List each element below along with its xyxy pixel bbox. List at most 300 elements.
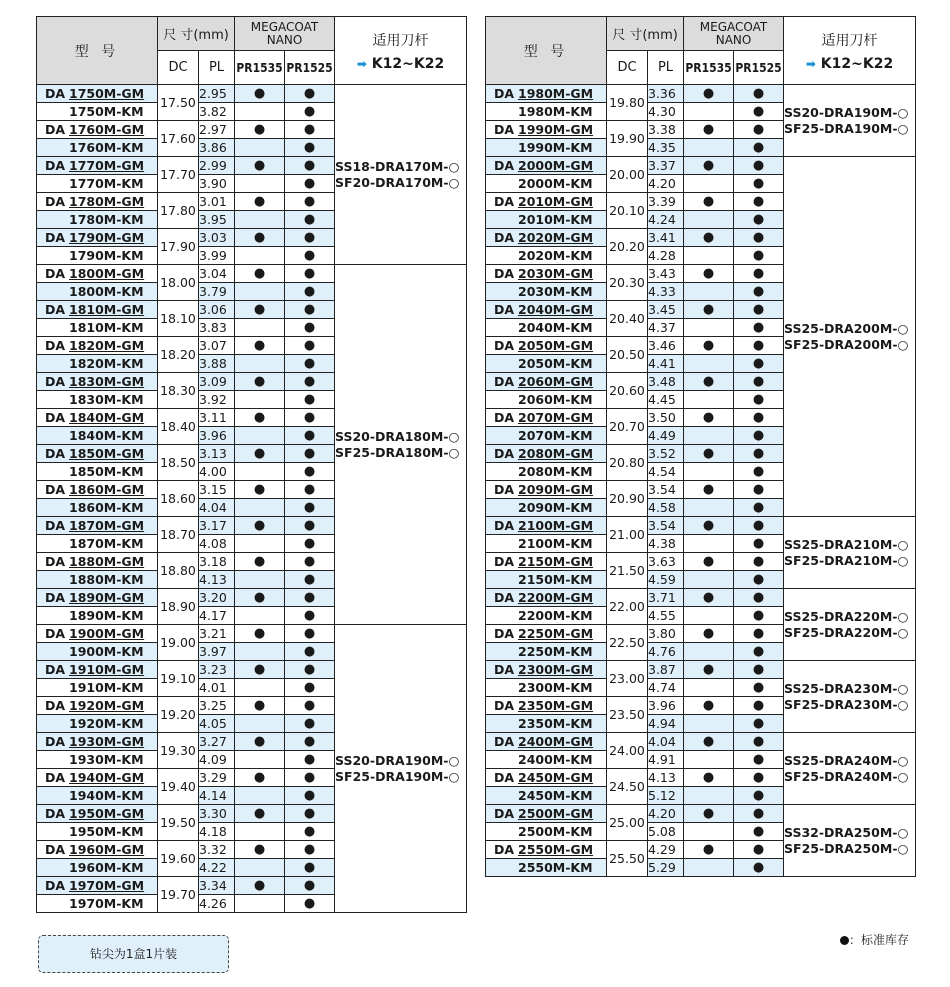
stock-mark-pr1525: ● [285, 139, 335, 157]
model-cell [486, 229, 607, 247]
model-cell [37, 607, 158, 625]
model-code: 1830M-GM [69, 373, 145, 389]
model-cell [486, 103, 607, 121]
stock-mark-pr1535: ● [235, 589, 285, 607]
stock-mark-pr1535-empty [684, 103, 734, 121]
pl-value: 3.54 [648, 481, 684, 499]
stock-mark-pr1535-empty [684, 787, 734, 805]
pl-value: 3.36 [648, 85, 684, 103]
model-prefix: DA [44, 301, 65, 317]
dc-value: 20.90 [607, 481, 648, 517]
model-code: 1930M-GM [69, 733, 145, 749]
stock-mark-pr1535-empty [684, 283, 734, 301]
stock-mark-pr1525: ● [734, 319, 784, 337]
dc-value: 20.00 [607, 157, 648, 193]
model-code: 2450M-GM [518, 769, 594, 785]
holder-cell [335, 265, 467, 625]
stock-mark-pr1535-empty [235, 319, 285, 337]
stock-mark-pr1535: ● [684, 337, 734, 355]
model-cell [486, 643, 607, 661]
model-code: 1830M-KM [69, 391, 144, 407]
pl-value: 3.52 [648, 445, 684, 463]
stock-mark-pr1525: ● [734, 265, 784, 283]
model-cell [37, 283, 158, 301]
stock-mark-pr1525: ● [734, 643, 784, 661]
model-code: 2070M-KM [518, 427, 593, 443]
stock-mark-pr1535-empty [235, 247, 285, 265]
pl-value: 3.37 [648, 157, 684, 175]
stock-mark-pr1535-empty [235, 607, 285, 625]
stock-mark-pr1535: ● [684, 373, 734, 391]
pl-value: 3.71 [648, 589, 684, 607]
pl-value: 3.25 [199, 697, 235, 715]
stock-mark-pr1525: ● [734, 697, 784, 715]
model-code: 2010M-KM [518, 211, 593, 227]
dc-value: 21.00 [607, 517, 648, 553]
model-cell [486, 391, 607, 409]
stock-mark-pr1525: ● [285, 787, 335, 805]
stock-mark-pr1535-empty [684, 211, 734, 229]
dc-value: 24.50 [607, 769, 648, 805]
stock-mark-pr1535-empty [684, 355, 734, 373]
model-cell [37, 751, 158, 769]
pl-value: 3.38 [648, 121, 684, 139]
stock-mark-pr1525: ● [285, 301, 335, 319]
stock-mark-pr1535-empty [684, 319, 734, 337]
model-code: 2500M-KM [518, 823, 593, 839]
model-code: 1810M-GM [69, 301, 145, 317]
stock-mark-pr1535-empty [235, 535, 285, 553]
header-pl: PL [648, 51, 684, 85]
model-code: 2400M-KM [518, 751, 593, 767]
pl-value: 3.06 [199, 301, 235, 319]
stock-mark-pr1525: ● [734, 607, 784, 625]
model-cell [37, 625, 158, 643]
dc-value: 21.50 [607, 553, 648, 589]
model-cell [37, 715, 158, 733]
dc-value: 17.80 [158, 193, 199, 229]
model-code: 1840M-GM [69, 409, 145, 425]
pl-value: 4.14 [199, 787, 235, 805]
model-cell [37, 103, 158, 121]
model-prefix: DA [493, 697, 514, 713]
model-code: 1930M-KM [69, 751, 144, 767]
model-prefix: DA [493, 481, 514, 497]
pl-value: 3.50 [648, 409, 684, 427]
stock-mark-pr1525: ● [285, 607, 335, 625]
model-code: 2060M-KM [518, 391, 593, 407]
dc-value: 17.60 [158, 121, 199, 157]
pl-value: 4.20 [648, 805, 684, 823]
holder-name: SS25-DRA230M-○ [784, 680, 909, 696]
stock-mark-pr1535-empty [684, 463, 734, 481]
stock-mark-pr1525: ● [734, 535, 784, 553]
model-cell [486, 607, 607, 625]
header-holder: 适用刀杆 ➡ K12~K22 [784, 17, 916, 85]
holder-cell [784, 589, 916, 661]
dc-value: 18.50 [158, 445, 199, 481]
stock-mark-pr1535: ● [235, 229, 285, 247]
stock-mark-pr1525: ● [734, 103, 784, 121]
model-code: 1890M-GM [69, 589, 145, 605]
model-prefix: DA [493, 517, 514, 533]
holder-cell [335, 625, 467, 913]
header-holder: 适用刀杆 ➡ K12~K22 [335, 17, 467, 85]
model-code: 1770M-KM [69, 175, 144, 191]
holder-name: SS18-DRA170M-○ [335, 158, 460, 174]
header-grade-pr1535: PR1535 [235, 51, 285, 85]
model-cell [37, 517, 158, 535]
dc-value: 19.80 [607, 85, 648, 121]
dc-value: 24.00 [607, 733, 648, 769]
stock-mark-pr1525: ● [285, 319, 335, 337]
pl-value: 4.59 [648, 571, 684, 589]
pl-value: 4.29 [648, 841, 684, 859]
model-prefix: DA [493, 121, 514, 137]
pl-value: 4.04 [648, 733, 684, 751]
model-prefix: DA [44, 157, 65, 173]
pl-value: 4.45 [648, 391, 684, 409]
stock-mark-pr1535-empty [235, 571, 285, 589]
stock-dot-icon [840, 936, 849, 945]
model-prefix: DA [44, 85, 65, 101]
model-cell [486, 211, 607, 229]
pl-value: 3.29 [199, 769, 235, 787]
stock-mark-pr1535: ● [235, 265, 285, 283]
pl-value: 4.94 [648, 715, 684, 733]
stock-mark-pr1525: ● [734, 751, 784, 769]
model-prefix: DA [493, 301, 514, 317]
model-cell [37, 787, 158, 805]
model-cell [486, 85, 607, 103]
model-code: 2090M-KM [518, 499, 593, 515]
header-dc: DC [158, 51, 199, 85]
pl-value: 3.23 [199, 661, 235, 679]
model-cell [37, 661, 158, 679]
pl-value: 4.01 [199, 679, 235, 697]
pl-value: 4.54 [648, 463, 684, 481]
model-code: 1870M-GM [69, 517, 145, 533]
model-cell [37, 553, 158, 571]
holder-cell [784, 733, 916, 805]
stock-mark-pr1525: ● [285, 445, 335, 463]
table-row [486, 805, 916, 823]
stock-mark-pr1535: ● [235, 805, 285, 823]
pl-value: 4.41 [648, 355, 684, 373]
stock-mark-pr1525: ● [285, 391, 335, 409]
model-code: 2450M-KM [518, 787, 593, 803]
model-cell [486, 769, 607, 787]
dc-value: 19.90 [607, 121, 648, 157]
stock-mark-pr1535-empty [235, 175, 285, 193]
stock-mark-pr1525: ● [285, 823, 335, 841]
pl-value: 3.86 [199, 139, 235, 157]
stock-mark-pr1535-empty [235, 679, 285, 697]
model-cell [486, 499, 607, 517]
stock-mark-pr1535-empty [684, 679, 734, 697]
pl-value: 3.92 [199, 391, 235, 409]
model-code: 2350M-GM [518, 697, 594, 713]
model-code: 2030M-GM [518, 265, 594, 281]
model-code: 1750M-KM [69, 103, 144, 119]
model-code: 2500M-GM [518, 805, 594, 821]
model-code: 1980M-KM [518, 103, 593, 119]
stock-mark-pr1525: ● [734, 409, 784, 427]
holder-name: SF25-DRA210M-○ [784, 552, 909, 568]
model-code: 2400M-GM [518, 733, 594, 749]
stock-mark-pr1535: ● [235, 157, 285, 175]
stock-mark-pr1535-empty [235, 139, 285, 157]
model-cell [37, 445, 158, 463]
model-code: 1960M-GM [69, 841, 145, 857]
model-code: 1990M-KM [518, 139, 593, 155]
stock-mark-pr1535: ● [684, 229, 734, 247]
table-row [486, 733, 916, 751]
model-cell [37, 535, 158, 553]
dc-value: 18.70 [158, 517, 199, 553]
stock-mark-pr1535: ● [235, 841, 285, 859]
model-cell [37, 211, 158, 229]
model-code: 1920M-KM [69, 715, 144, 731]
pl-value: 3.97 [199, 643, 235, 661]
model-cell [486, 625, 607, 643]
stock-mark-pr1535: ● [684, 661, 734, 679]
header-coating: MEGACOAT NANO [235, 17, 335, 51]
dc-value: 19.00 [158, 625, 199, 661]
model-prefix: DA [493, 157, 514, 173]
holder-name: SS25-DRA240M-○ [784, 752, 909, 768]
stock-mark-pr1525: ● [285, 589, 335, 607]
stock-mark-pr1525: ● [734, 499, 784, 517]
pl-value: 4.38 [648, 535, 684, 553]
pl-value: 4.76 [648, 643, 684, 661]
model-prefix: DA [44, 805, 65, 821]
model-cell [37, 409, 158, 427]
model-code: 1820M-KM [69, 355, 144, 371]
stock-mark-pr1525: ● [285, 265, 335, 283]
stock-mark-pr1525: ● [285, 895, 335, 913]
model-code: 1910M-GM [69, 661, 145, 677]
holder-range: ➡ K12~K22 [356, 55, 445, 72]
model-cell [486, 805, 607, 823]
model-code: 1900M-KM [69, 643, 144, 659]
stock-mark-pr1525: ● [285, 85, 335, 103]
stock-mark-pr1535: ● [235, 445, 285, 463]
stock-mark-pr1525: ● [734, 175, 784, 193]
stock-mark-pr1525: ● [734, 463, 784, 481]
model-code: 2050M-GM [518, 337, 594, 353]
pl-value: 4.37 [648, 319, 684, 337]
model-cell [37, 391, 158, 409]
dc-value: 19.70 [158, 877, 199, 913]
model-code: 2070M-GM [518, 409, 594, 425]
model-cell [486, 463, 607, 481]
model-cell [486, 661, 607, 679]
pl-value: 3.32 [199, 841, 235, 859]
pl-value: 3.04 [199, 265, 235, 283]
stock-mark-pr1525: ● [285, 121, 335, 139]
stock-mark-pr1525: ● [285, 517, 335, 535]
table-body-left [37, 85, 467, 913]
dc-value: 18.90 [158, 589, 199, 625]
model-cell [37, 805, 158, 823]
holder-name: SF25-DRA240M-○ [784, 768, 909, 784]
stock-mark-pr1525: ● [734, 769, 784, 787]
model-cell [486, 283, 607, 301]
stock-mark-pr1525: ● [285, 355, 335, 373]
stock-mark-pr1525: ● [285, 697, 335, 715]
model-code: 1910M-KM [69, 679, 144, 695]
pl-value: 3.45 [648, 301, 684, 319]
stock-mark-pr1535: ● [235, 301, 285, 319]
model-code: 1850M-KM [69, 463, 144, 479]
dc-value: 19.50 [158, 805, 199, 841]
model-code: 2040M-KM [518, 319, 593, 335]
model-prefix: DA [44, 589, 65, 605]
table-body-right [486, 85, 916, 877]
model-code: 1890M-KM [69, 607, 144, 623]
model-prefix: DA [44, 409, 65, 425]
model-code: 2300M-GM [518, 661, 594, 677]
dc-value: 18.30 [158, 373, 199, 409]
stock-mark-pr1535: ● [684, 409, 734, 427]
stock-mark-pr1525: ● [285, 805, 335, 823]
stock-mark-pr1535: ● [235, 337, 285, 355]
stock-mark-pr1535: ● [235, 85, 285, 103]
stock-mark-pr1525: ● [285, 481, 335, 499]
model-cell [486, 355, 607, 373]
dc-value: 22.50 [607, 625, 648, 661]
model-code: 2150M-GM [518, 553, 594, 569]
model-cell [37, 175, 158, 193]
dc-value: 20.60 [607, 373, 648, 409]
stock-mark-pr1525: ● [285, 535, 335, 553]
stock-mark-pr1525: ● [285, 337, 335, 355]
stock-mark-pr1525: ● [285, 571, 335, 589]
stock-mark-pr1525: ● [285, 373, 335, 391]
stock-mark-pr1525: ● [285, 553, 335, 571]
stock-mark-pr1525: ● [734, 121, 784, 139]
dc-value: 20.40 [607, 301, 648, 337]
model-cell [486, 427, 607, 445]
stock-mark-pr1525: ● [734, 661, 784, 679]
table-row [486, 517, 916, 535]
stock-mark-pr1525: ● [285, 247, 335, 265]
dc-value: 19.20 [158, 697, 199, 733]
spec-table-right [485, 16, 916, 877]
pl-value: 3.79 [199, 283, 235, 301]
stock-mark-pr1525: ● [734, 481, 784, 499]
model-code: 2000M-KM [518, 175, 593, 191]
stock-mark-pr1525: ● [734, 355, 784, 373]
stock-mark-pr1535-empty [235, 355, 285, 373]
stock-mark-pr1535: ● [684, 697, 734, 715]
stock-mark-pr1525: ● [734, 283, 784, 301]
model-prefix: DA [493, 373, 514, 389]
dc-value: 23.00 [607, 661, 648, 697]
header-dimensions: 尺 寸(mm) [158, 17, 235, 51]
pl-value: 2.99 [199, 157, 235, 175]
model-cell [37, 769, 158, 787]
pl-value: 4.18 [199, 823, 235, 841]
stock-mark-pr1525: ● [734, 139, 784, 157]
stock-mark-pr1525: ● [285, 643, 335, 661]
model-prefix: DA [493, 337, 514, 353]
model-code: 2100M-KM [518, 535, 593, 551]
dc-value: 20.10 [607, 193, 648, 229]
holder-name: SF25-DRA200M-○ [784, 336, 909, 352]
stock-mark-pr1525: ● [734, 157, 784, 175]
pl-value: 3.09 [199, 373, 235, 391]
stock-mark-pr1535: ● [684, 805, 734, 823]
table-row [37, 85, 467, 103]
model-cell [486, 571, 607, 589]
model-code: 2030M-KM [518, 283, 593, 299]
model-code: 2100M-GM [518, 517, 594, 533]
dc-value: 19.30 [158, 733, 199, 769]
header-dimensions: 尺 寸(mm) [607, 17, 684, 51]
model-code: 1980M-GM [518, 85, 594, 101]
stock-mark-pr1535-empty [684, 715, 734, 733]
stock-mark-pr1535: ● [684, 553, 734, 571]
holder-cell [335, 85, 467, 265]
pl-value: 4.28 [648, 247, 684, 265]
dc-value: 18.60 [158, 481, 199, 517]
pl-value: 4.30 [648, 103, 684, 121]
holder-name: SS25-DRA220M-○ [784, 608, 909, 624]
arrow-circle-icon: ➡ [805, 56, 816, 71]
model-cell [37, 157, 158, 175]
stock-mark-pr1535: ● [684, 589, 734, 607]
stock-mark-pr1535-empty [235, 427, 285, 445]
stock-mark-pr1525: ● [734, 715, 784, 733]
model-code: 2060M-GM [518, 373, 594, 389]
model-prefix: DA [44, 769, 65, 785]
stock-mark-pr1525: ● [734, 193, 784, 211]
stock-mark-pr1525: ● [734, 733, 784, 751]
model-cell [37, 733, 158, 751]
pl-value: 4.13 [648, 769, 684, 787]
stock-mark-pr1535-empty [235, 643, 285, 661]
stock-mark-pr1525: ● [734, 571, 784, 589]
pl-value: 4.20 [648, 175, 684, 193]
model-code: 2080M-KM [518, 463, 593, 479]
model-code: 1880M-KM [69, 571, 144, 587]
model-code: 2250M-GM [518, 625, 594, 641]
stock-mark-pr1535-empty [684, 499, 734, 517]
model-cell [37, 823, 158, 841]
model-code: 1770M-GM [69, 157, 145, 173]
stock-mark-pr1525: ● [734, 445, 784, 463]
stock-mark-pr1525: ● [285, 157, 335, 175]
table-row [37, 265, 467, 283]
model-code: 1970M-KM [69, 895, 144, 911]
model-code: 1950M-KM [69, 823, 144, 839]
model-code: 1950M-GM [69, 805, 145, 821]
model-code: 1990M-GM [518, 121, 594, 137]
pl-value: 3.21 [199, 625, 235, 643]
model-prefix: DA [44, 445, 65, 461]
model-code: 2200M-KM [518, 607, 593, 623]
stock-mark-pr1535-empty [684, 751, 734, 769]
stock-mark-pr1535-empty [684, 823, 734, 841]
model-cell [37, 481, 158, 499]
pl-value: 3.27 [199, 733, 235, 751]
stock-mark-pr1525: ● [285, 499, 335, 517]
stock-mark-pr1535-empty [235, 715, 285, 733]
stock-mark-pr1535-empty [235, 823, 285, 841]
pl-value: 4.04 [199, 499, 235, 517]
